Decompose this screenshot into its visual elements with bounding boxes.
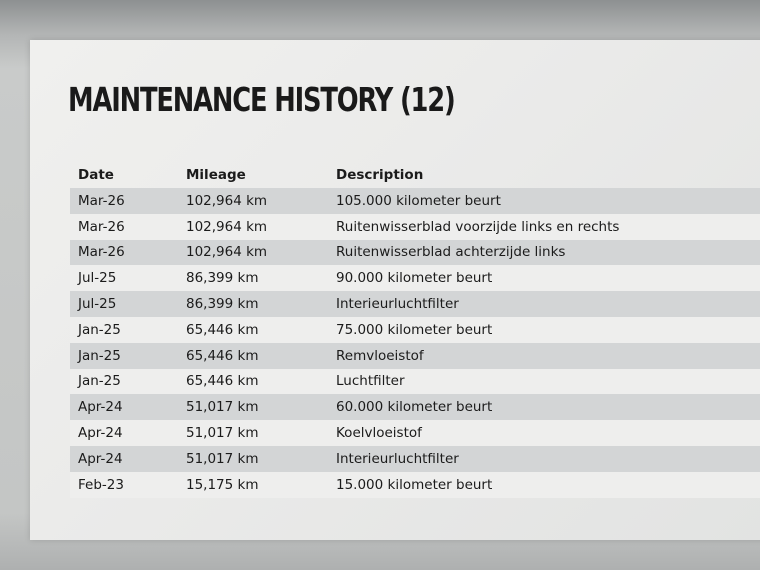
- table-row: [70, 343, 760, 369]
- cell-description: 90.000 kilometer beurt: [328, 265, 760, 291]
- table-row: [70, 214, 760, 240]
- cell-description: Ruitenwisserblad voorzijde links en rechts: [328, 214, 760, 240]
- cell-date: Jan-25: [70, 343, 178, 369]
- table-row: [70, 472, 760, 498]
- cell-mileage: 51,017 km: [178, 446, 328, 472]
- cell-date: Mar-26: [70, 240, 178, 266]
- table-row: [70, 188, 760, 214]
- header-description[interactable]: Description: [336, 167, 424, 183]
- header-mileage[interactable]: Mileage: [186, 167, 246, 183]
- table-row: [70, 291, 760, 317]
- cell-mileage: 86,399 km: [178, 291, 328, 317]
- cell-date: Mar-26: [70, 214, 178, 240]
- table-row: [70, 240, 760, 266]
- cell-mileage: 51,017 km: [178, 420, 328, 446]
- cell-description: Ruitenwisserblad achterzijde links: [328, 240, 760, 266]
- cell-description: Interieurluchtfilter: [328, 291, 760, 317]
- cell-description: Interieurluchtfilter: [328, 446, 760, 472]
- cell-description: Remvloeistof: [328, 343, 760, 369]
- cell-mileage: 65,446 km: [178, 343, 328, 369]
- cell-mileage: 102,964 km: [178, 240, 328, 266]
- cell-description: Koelvloeistof: [328, 420, 760, 446]
- cell-date: Apr-24: [70, 420, 178, 446]
- cell-description: 105.000 kilometer beurt: [328, 188, 760, 214]
- cell-date: Jan-25: [70, 369, 178, 395]
- table-row: [70, 317, 760, 343]
- cell-date: Jan-25: [70, 317, 178, 343]
- cell-description: 75.000 kilometer beurt: [328, 317, 760, 343]
- cell-date: Mar-26: [70, 188, 178, 214]
- table-row: [70, 369, 760, 395]
- maintenance-table: [70, 162, 760, 498]
- maintenance-history-panel: [30, 40, 760, 540]
- cell-description: Luchtfilter: [328, 369, 760, 395]
- cell-date: Jul-25: [70, 291, 178, 317]
- table-header-row: [70, 162, 760, 188]
- table-row: [70, 446, 760, 472]
- table-row: [70, 265, 760, 291]
- cell-mileage: 65,446 km: [178, 369, 328, 395]
- cell-description: 15.000 kilometer beurt: [328, 472, 760, 498]
- table-row: [70, 420, 760, 446]
- cell-mileage: 86,399 km: [178, 265, 328, 291]
- cell-description: 60.000 kilometer beurt: [328, 394, 760, 420]
- cell-mileage: 102,964 km: [178, 188, 328, 214]
- cell-date: Apr-24: [70, 394, 178, 420]
- header-date[interactable]: Date: [78, 167, 114, 183]
- cell-date: Feb-23: [70, 472, 178, 498]
- cell-mileage: 15,175 km: [178, 472, 328, 498]
- table-row: [70, 394, 760, 420]
- cell-date: Jul-25: [70, 265, 178, 291]
- page-title: MAINTENANCE HISTORY (12): [68, 80, 455, 119]
- cell-mileage: 65,446 km: [178, 317, 328, 343]
- cell-date: Apr-24: [70, 446, 178, 472]
- cell-mileage: 51,017 km: [178, 394, 328, 420]
- cell-mileage: 102,964 km: [178, 214, 328, 240]
